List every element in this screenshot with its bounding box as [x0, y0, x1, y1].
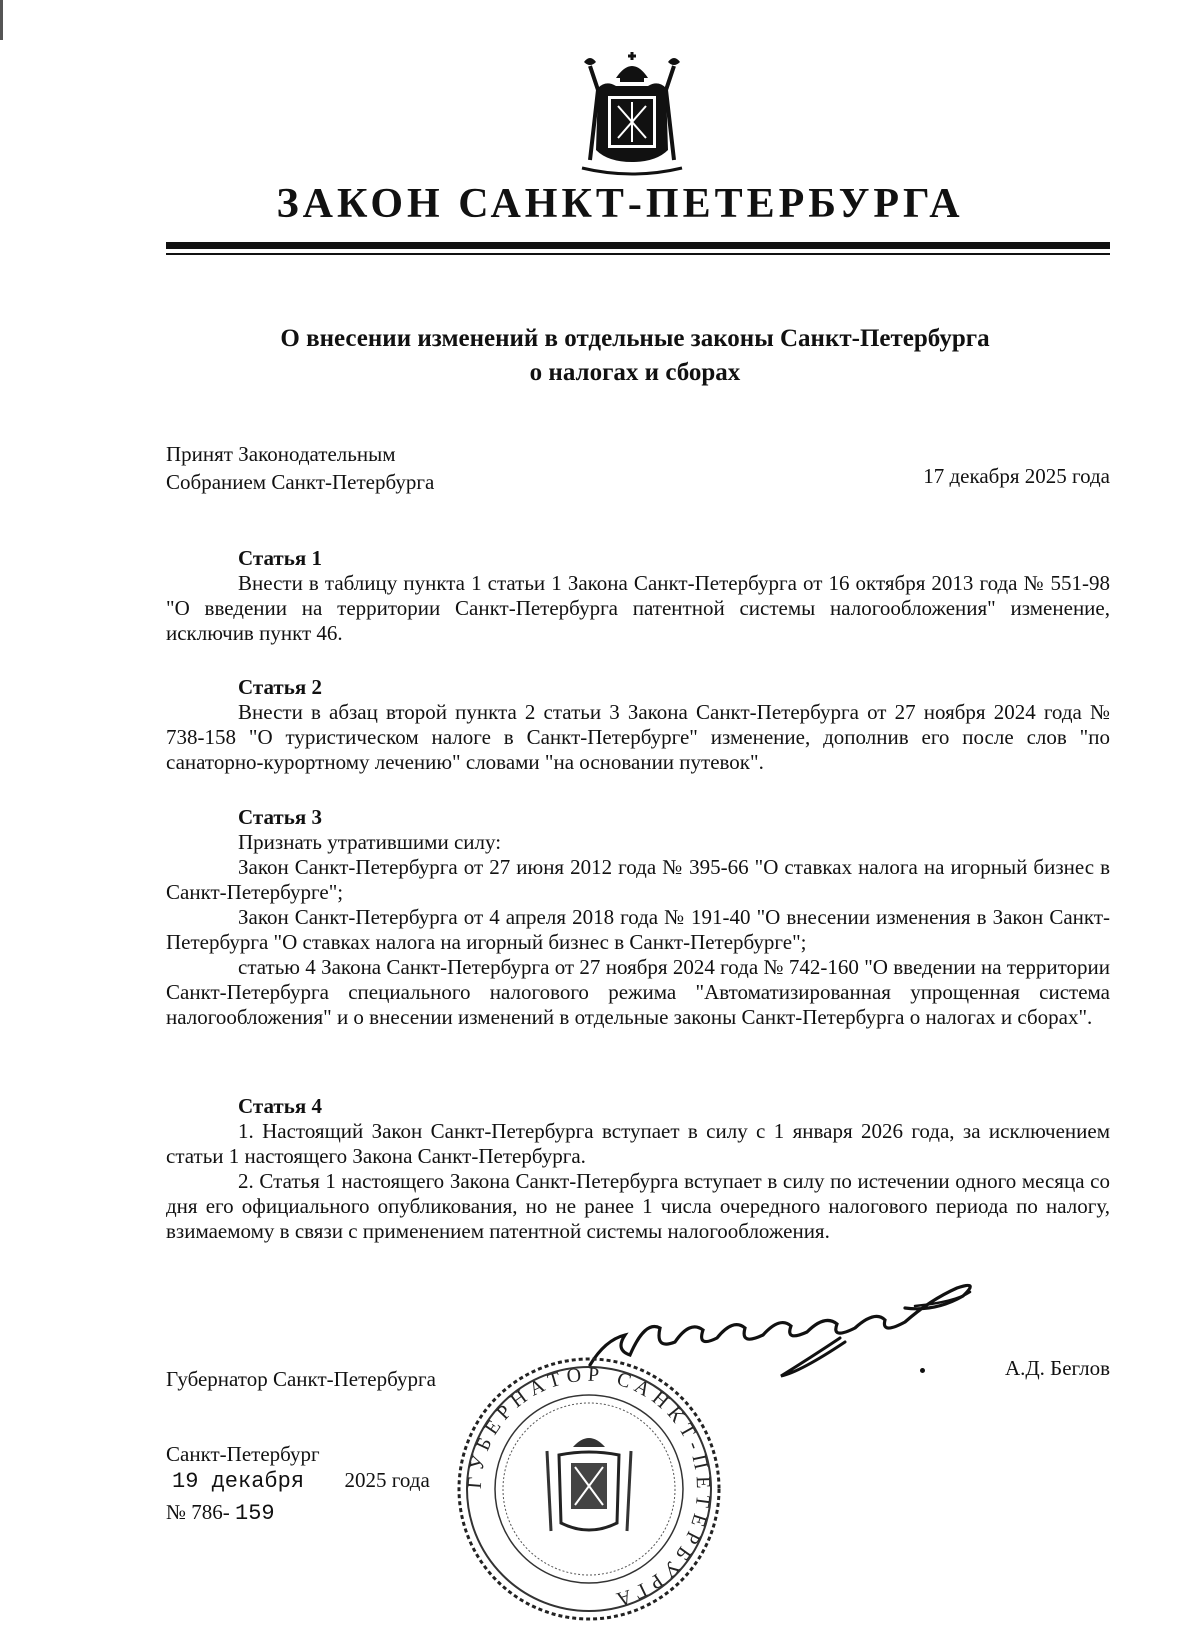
- article-paragraph: Внести в таблицу пункта 1 статьи 1 Закона Санкт-Петербурга от 16 октября 2013 года № 551-98 "О введении на территории Санкт-Петербурга патентной системы налогообложения" изменение, исключив пункт 46.: [166, 571, 1110, 645]
- article-4: [166, 1094, 1110, 1244]
- heading-rule-thin: [166, 253, 1110, 255]
- official-seal-icon: [455, 1355, 723, 1623]
- adoption-line-1: Принят Законодательным: [166, 442, 396, 466]
- article-1: [166, 546, 1110, 646]
- article-paragraph: Закон Санкт-Петербурга от 27 июня 2012 года № 395-66 "О ставках налога на игорный бизнес в Санкт-Петербурге";: [166, 855, 1110, 904]
- law-title-line-1: О внесении изменений в отдельные законы Санкт-Петербурга: [280, 325, 990, 352]
- article-2: [166, 675, 1110, 775]
- signing-year: 2025 года: [344, 1468, 430, 1492]
- article-heading: Статья 4: [238, 1094, 322, 1118]
- law-title-line-2: о налогах и сборах: [529, 359, 741, 386]
- law-number: [166, 1500, 275, 1526]
- law-number-suffix: 159: [235, 1501, 275, 1526]
- signing-day-month: 19 декабря: [172, 1469, 305, 1494]
- article-paragraph: Признать утратившими силу:: [238, 830, 502, 854]
- document-heading: ЗАКОН САНКТ-ПЕТЕРБУРГА: [276, 181, 964, 227]
- signatory-position: Губернатор Санкт-Петербурга: [166, 1367, 436, 1391]
- article-paragraph: статью 4 Закона Санкт-Петербурга от 27 ноября 2024 года № 742-160 "О введении на территории Санкт-Петербурга специального налогового режима "Автоматизированная упрощенная система налогообложения" и о внесении изменений в отдельные законы Санкт-Петербурга о налогах и сборах".: [166, 955, 1110, 1029]
- article-paragraph: Внести в абзац второй пункта 2 статьи 3 Закона Санкт-Петербурга от 27 ноября 2024 года № 738-158 "О туристическом налоге в Санкт-Петербурге" изменение, дополнив его после слов "по санаторно-курортному лечению" словами "на основании путевок".: [166, 700, 1110, 774]
- law-number-prefix: № 786-: [166, 1500, 230, 1524]
- coat-of-arms-icon: [576, 50, 688, 176]
- law-title: [170, 322, 1100, 390]
- signing-date: [172, 1468, 430, 1494]
- article-3: [166, 805, 1110, 1030]
- scan-edge-mark: [0, 0, 3, 40]
- article-paragraph: Закон Санкт-Петербурга от 4 апреля 2018 года № 191-40 "О внесении изменения в Закон Санкт-Петербурга "О ставках налога на игорный бизнес в Санкт-Петербурге";: [166, 905, 1110, 954]
- article-heading: Статья 3: [238, 805, 322, 829]
- adoption-note: [166, 440, 434, 496]
- article-paragraph: 1. Настоящий Закон Санкт-Петербурга вступает в силу с 1 января 2026 года, за исключением статьи 1 настоящего Закона Санкт-Петербурга.: [166, 1119, 1110, 1168]
- adoption-date: 17 декабря 2025 года: [923, 464, 1110, 488]
- heading-rule-thick: [166, 242, 1110, 249]
- signing-place: Санкт-Петербург: [166, 1442, 320, 1466]
- article-heading: Статья 2: [238, 675, 322, 699]
- article-paragraph: 2. Статья 1 настоящего Закона Санкт-Петербурга вступает в силу по истечении одного месяца со дня его официального опубликования, но не ранее 1 числа очередного налогового периода по налогу, взимаемому в связи с применением патентной системы налогообложения.: [166, 1169, 1110, 1243]
- seal-outer-text: ГУБЕРНАТОР САНКТ-ПЕТЕРБУРГА: [463, 1363, 715, 1612]
- signatory-name: А.Д. Беглов: [1004, 1356, 1110, 1380]
- adoption-line-2: Собранием Санкт-Петербурга: [166, 470, 435, 494]
- article-heading: Статья 1: [238, 546, 322, 570]
- signature-dot: [920, 1368, 925, 1373]
